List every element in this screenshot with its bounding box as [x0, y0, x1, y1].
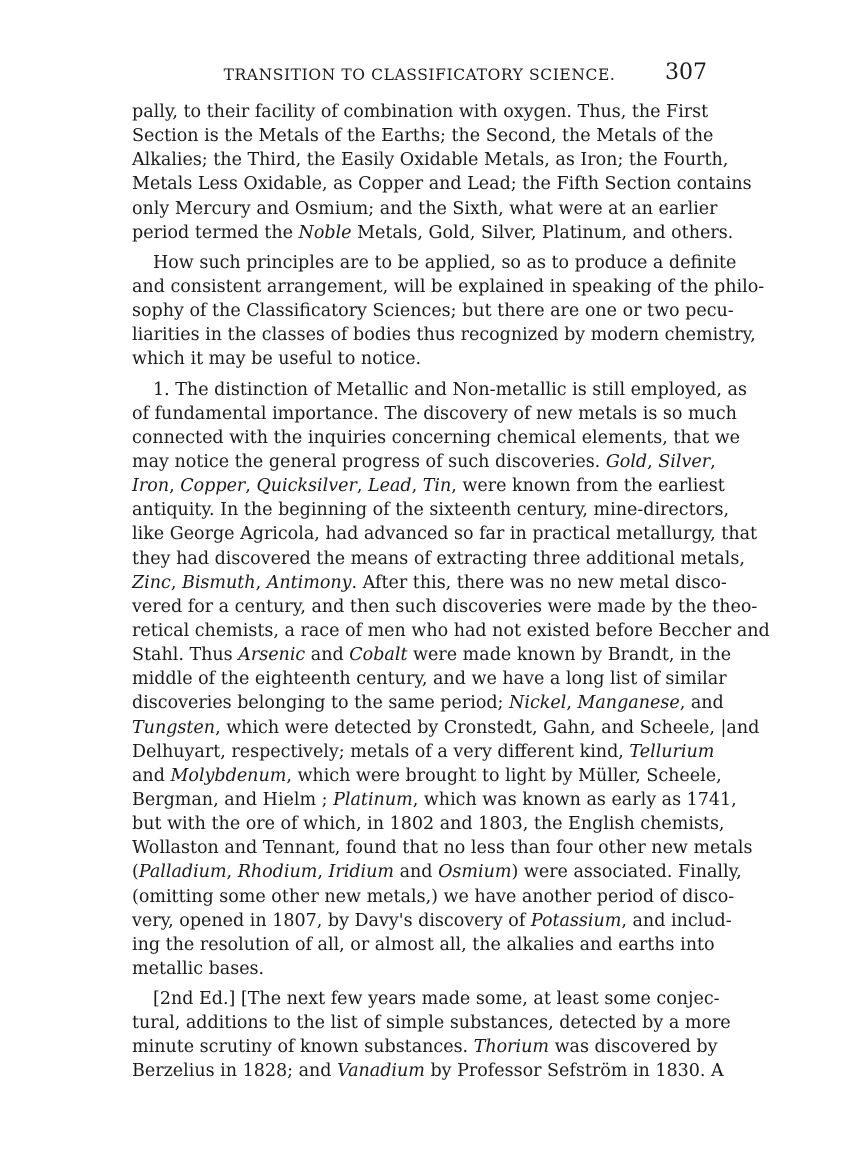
body-text: [132, 100, 770, 1084]
text-line: [132, 378, 747, 402]
text-run: , and includ-: [621, 910, 732, 931]
text-run: and: [305, 645, 350, 666]
italic-run: Tin: [422, 476, 452, 497]
text-line: [132, 909, 732, 933]
text-run: ,: [411, 476, 423, 497]
italic-run: Quicksilver: [256, 476, 357, 497]
text-line: [132, 788, 737, 812]
text-run: period termed the: [132, 222, 299, 243]
paragraph: [132, 251, 765, 372]
text-run: which it may be useful to notice.: [132, 349, 422, 370]
text-line: [132, 836, 753, 860]
running-title: TRANSITION TO CLASSIFICATORY SCIENCE.: [223, 66, 616, 84]
text-run: and: [394, 862, 439, 883]
text-line: [132, 148, 729, 172]
page-number: 307: [665, 60, 707, 85]
italic-run: Potassium: [530, 910, 622, 931]
text-run: , which were brought to light by Müller, Scheele,: [286, 765, 722, 786]
text-line: [132, 643, 732, 667]
text-run: only Mercury and Osmium; and the Sixth, what were at an earlier: [132, 198, 718, 219]
text-run: minute scrutiny of known substances.: [132, 1037, 474, 1058]
text-run: ,: [226, 862, 238, 883]
text-run: Delhuyart, respectively; metals of a very different kind,: [132, 741, 630, 762]
text-run: like George Agricola, had advanced so far in practical metallurgy, that: [132, 524, 758, 545]
text-line: [132, 498, 730, 522]
text-run: of fundamental importance. The discovery of new metals is so much: [132, 403, 737, 424]
text-run: and consistent arrangement, will be explained in speaking of the philo-: [132, 276, 765, 297]
text-run: Metals, Gold, Silver, Platinum, and others.: [351, 222, 734, 243]
text-run: ,: [255, 572, 267, 593]
text-run: ) were associated. Finally,: [511, 862, 742, 883]
text-run: ,: [169, 476, 181, 497]
italic-run: Palladium: [138, 862, 227, 883]
text-run: Metals Less Oxidable, as Copper and Lead; the Fifth Section contains: [132, 174, 752, 195]
text-run: by Professor Sefström in 1830. A: [424, 1061, 724, 1082]
text-line: [132, 221, 734, 245]
text-line: [132, 885, 735, 909]
italic-run: Osmium: [438, 862, 512, 883]
text-run: , and: [679, 693, 724, 714]
text-line: [132, 124, 714, 148]
text-run: they had discovered the means of extracting three additional metals,: [132, 548, 745, 569]
text-line: [132, 740, 715, 764]
text-line: [132, 595, 758, 619]
italic-run: Gold: [605, 451, 648, 472]
text-run: antiquity. In the beginning of the sixteenth century, mine-directors,: [132, 500, 730, 521]
italic-run: Manganese: [577, 693, 680, 714]
text-run: (: [132, 862, 139, 883]
text-run: Section is the Metals of the Earths; the Second, the Metals of the: [132, 126, 714, 147]
text-line: [132, 547, 745, 571]
text-line: [132, 933, 715, 957]
italic-run: Tungsten: [132, 717, 216, 738]
text-run: ing the resolution of all, or almost all, the alkalies and earths into: [132, 934, 715, 955]
text-run: ,: [566, 693, 578, 714]
text-run: , which were detected by Cronstedt, Gahn, and Scheele, |and: [215, 717, 760, 738]
italic-run: Copper: [180, 476, 246, 497]
text-run: vered for a century, and then such discoveries were made by the theo-: [132, 596, 758, 617]
paragraph: [132, 987, 731, 1084]
text-run: ,: [317, 862, 329, 883]
text-line: [132, 522, 758, 546]
book-page: [132, 60, 770, 1084]
italic-run: Arsenic: [238, 645, 306, 666]
italic-run: Molybdenum: [170, 765, 287, 786]
italic-run: Silver: [658, 451, 711, 472]
text-run: connected with the inquiries concerning chemical elements, that we: [132, 427, 741, 448]
text-line: [132, 172, 752, 196]
italic-run: Nickel: [509, 693, 567, 714]
text-run: Wollaston and Tennant, found that no less than four other new metals: [132, 838, 753, 859]
text-run: ,: [710, 451, 716, 472]
text-run: were made known by Brandt, in the: [407, 645, 732, 666]
text-line: [132, 716, 760, 740]
text-line: [132, 987, 720, 1011]
italic-run: Lead: [367, 476, 412, 497]
text-run: very, opened in 1807, by Davy's discovery of: [132, 910, 531, 931]
text-run: metallic bases.: [132, 958, 265, 979]
text-line: [132, 812, 725, 836]
text-line: [132, 1059, 724, 1083]
text-run: ,: [647, 451, 659, 472]
italic-run: Rhodium: [237, 862, 318, 883]
text-run: , were known from the earliest: [451, 476, 725, 497]
text-run: and: [132, 765, 171, 786]
text-line: [132, 860, 742, 884]
italic-run: Vanadium: [337, 1061, 425, 1082]
text-run: sophy of the Classificatory Sciences; but there are one or two pecu-: [132, 301, 734, 322]
text-line: [132, 1011, 731, 1035]
text-run: ,: [170, 572, 182, 593]
text-line: [132, 197, 718, 221]
text-run: [2nd Ed.] [The next few years made some, at least some conjec-: [153, 989, 720, 1010]
text-line: [132, 450, 716, 474]
text-line: [132, 402, 737, 426]
text-run: may notice the general progress of such discoveries.: [132, 451, 606, 472]
text-line: [132, 619, 770, 643]
italic-run: Antimony: [266, 572, 352, 593]
text-run: Alkalies; the Third, the Easily Oxidable Metals, as Iron; the Fourth,: [132, 150, 729, 171]
text-run: How such principles are to be applied, so as to produce a definite: [153, 252, 737, 273]
text-line: [132, 474, 725, 498]
text-line: [132, 764, 722, 788]
text-run: (omitting some other new metals,) we have another period of disco-: [132, 886, 735, 907]
italic-run: Iridium: [328, 862, 395, 883]
italic-run: Platinum: [333, 789, 413, 810]
italic-run: Cobalt: [349, 645, 408, 666]
paragraph: [132, 378, 770, 982]
text-line: [132, 691, 724, 715]
text-run: was discovered by: [549, 1037, 718, 1058]
text-run: ,: [245, 476, 257, 497]
text-run: Stahl. Thus: [132, 645, 239, 666]
text-run: middle of the eighteenth century, and we have a long list of similar: [132, 669, 727, 690]
text-run: Bergman, and Hielm ;: [132, 789, 334, 810]
text-run: tural, additions to the list of simple substances, detected by a more: [132, 1013, 731, 1034]
text-line: [132, 571, 727, 595]
text-run: 1. The distinction of Metallic and Non-metallic is still employed, as: [153, 379, 747, 400]
italic-run: Thorium: [473, 1037, 549, 1058]
text-line: [132, 100, 707, 124]
italic-run: Zinc: [132, 572, 171, 593]
text-line: [132, 251, 737, 275]
text-run: pally, to their facility of combination with oxygen. Thus, the First: [132, 102, 709, 122]
text-line: [132, 667, 727, 691]
paragraph: [132, 100, 752, 245]
text-line: [132, 323, 756, 347]
text-line: [132, 347, 707, 371]
italic-run: Noble: [298, 222, 352, 243]
text-run: , which was known as early as 1741,: [412, 789, 737, 810]
text-line: [132, 1035, 718, 1059]
text-line: [132, 957, 707, 981]
italic-run: Tellurium: [629, 741, 715, 762]
text-line: [132, 275, 765, 299]
text-run: retical chemists, a race of men who had not existed before Beccher and: [132, 620, 770, 641]
text-run: but with the ore of which, in 1802 and 1803, the English chemists,: [132, 814, 725, 835]
text-run: Berzelius in 1828; and: [132, 1061, 338, 1082]
running-head: [132, 60, 707, 92]
text-run: discoveries belonging to the same period;: [132, 693, 510, 714]
text-line: [132, 426, 741, 450]
text-line: [132, 299, 734, 323]
italic-run: Bismuth: [181, 572, 256, 593]
italic-run: Iron: [132, 476, 170, 497]
text-run: ,: [356, 476, 368, 497]
text-run: . After this, there was no new metal disco-: [351, 572, 727, 593]
text-run: liarities in the classes of bodies thus recognized by modern chemistry,: [132, 325, 756, 346]
